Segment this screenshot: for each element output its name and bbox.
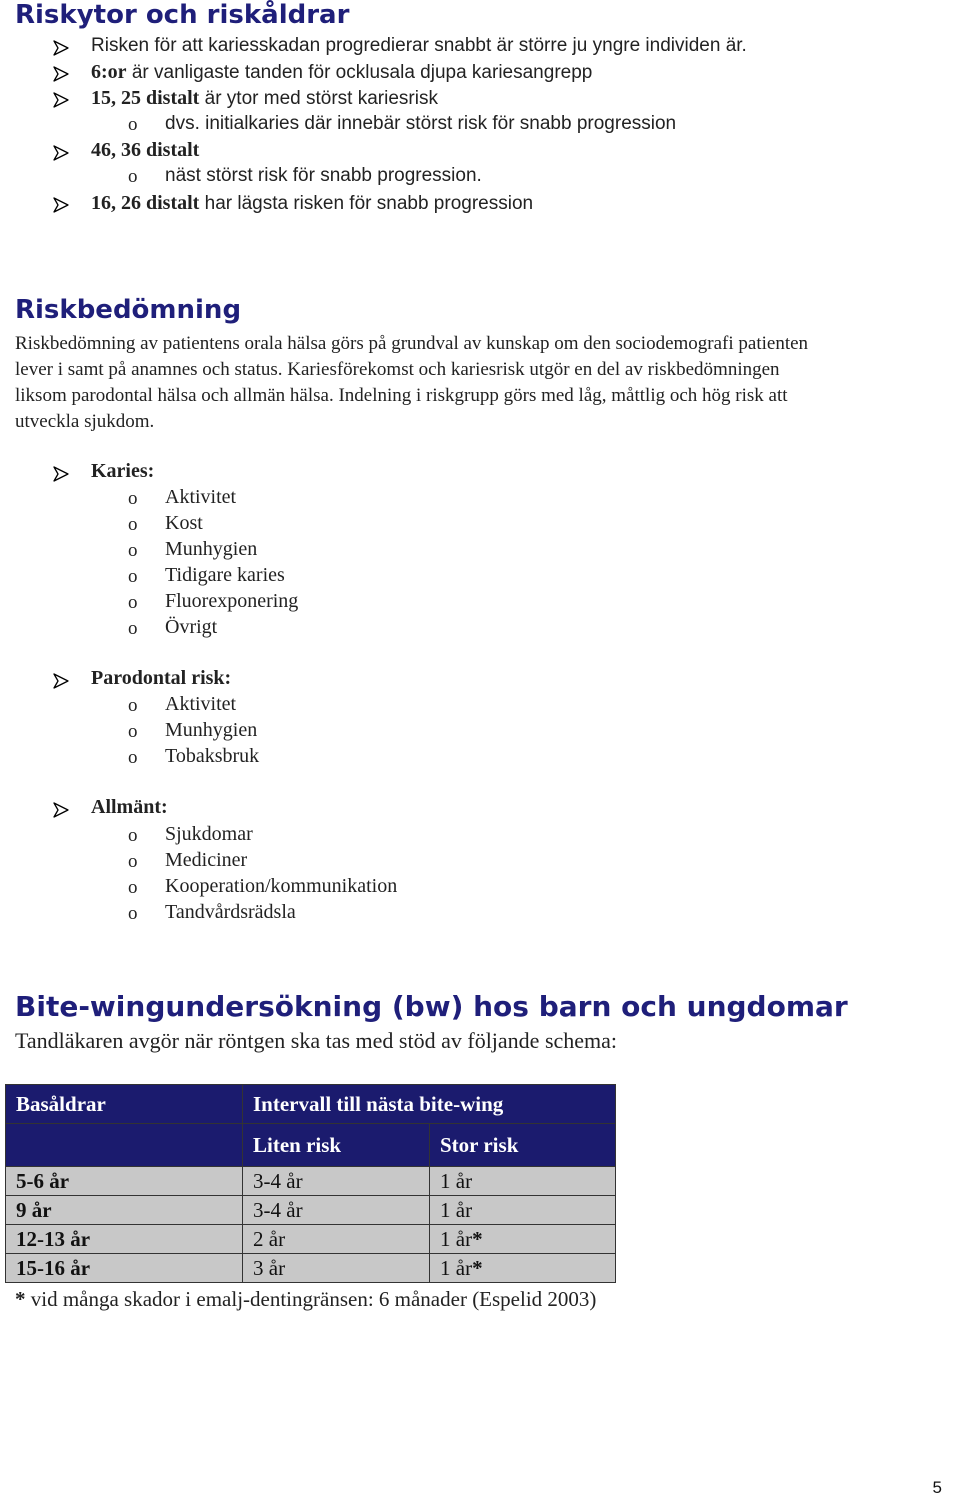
list-item: Övrigt	[165, 616, 218, 638]
cell-low-risk: 2 år	[243, 1225, 430, 1254]
arrow-bullet-icon	[53, 40, 69, 56]
sub-bullet-icon: o	[128, 851, 138, 872]
section-intro: Tandläkaren avgör när röntgen ska tas med stöd av följande schema:	[15, 1028, 618, 1053]
sub-bullet-icon: o	[128, 721, 138, 742]
header-liten-risk: Liten risk	[243, 1124, 430, 1167]
arrow-bullet-icon	[53, 66, 69, 82]
table-subheader-row	[6, 1124, 616, 1167]
cell-age: 9 år	[6, 1196, 243, 1225]
header-intervall: Intervall till nästa bite-wing	[243, 1085, 616, 1124]
arrow-bullet-icon	[53, 197, 69, 213]
list-item: Tandvårdsrädsla	[165, 901, 296, 923]
list-item: Sjukdomar	[165, 823, 253, 845]
cell-low-risk: 3-4 år	[243, 1196, 430, 1225]
arrow-bullet-icon	[53, 802, 69, 818]
list-item: Tobaksbruk	[165, 745, 260, 767]
header-stor-risk: Stor risk	[430, 1124, 616, 1167]
paragraph-line: Riskbedömning av patientens orala hälsa görs på grundval av kunskap om den sociodemografi patienten	[15, 333, 809, 354]
bullet-text: 15, 25 distalt är ytor med störst kariesrisk	[91, 87, 438, 109]
bullet-text: 46, 36 distalt	[91, 139, 200, 161]
arrow-bullet-icon	[53, 92, 69, 108]
sub-bullet-text: dvs. initialkaries där innebär störst risk för snabb progression	[165, 113, 677, 134]
cell-high-risk: 1 år	[430, 1167, 616, 1196]
sub-bullet-icon: o	[128, 592, 138, 613]
list-item: Tidigare karies	[165, 564, 285, 586]
sub-bullet-icon: o	[128, 514, 138, 535]
sub-bullet-icon: o	[128, 618, 138, 639]
sub-bullet-icon: o	[128, 488, 138, 509]
sub-bullet-icon: o	[128, 747, 138, 768]
list-item: Aktivitet	[165, 486, 237, 508]
cell-high-risk: 1 år*	[430, 1225, 616, 1254]
table-header-row	[6, 1085, 616, 1124]
cell-high-risk: 1 år	[430, 1196, 616, 1225]
sub-bullet-icon: o	[128, 166, 138, 187]
list-item: Kost	[165, 512, 203, 534]
bullet-text: Risken för att kariesskadan progredierar snabbt är större ju yngre individen är.	[91, 35, 747, 56]
cell-age: 15-16 år	[6, 1254, 243, 1283]
cell-low-risk: 3-4 år	[243, 1167, 430, 1196]
arrow-bullet-icon	[53, 145, 69, 161]
cell-age: 12-13 år	[6, 1225, 243, 1254]
sub-bullet-icon: o	[128, 566, 138, 587]
table-footnote: * vid många skador i emalj-dentingränsen: 6 månader (Espelid 2003)	[15, 1287, 597, 1311]
category-label-parodontal: Parodontal risk:	[91, 667, 232, 689]
arrow-bullet-icon	[53, 673, 69, 689]
category-label-allmant: Allmänt:	[91, 796, 168, 818]
table-row	[6, 1167, 616, 1196]
header-basaldrar: Basåldrar	[6, 1085, 243, 1124]
bitewing-schedule-table	[5, 1084, 616, 1283]
sub-bullet-icon: o	[128, 695, 138, 716]
table-row	[6, 1254, 616, 1283]
paragraph-line: utveckla sjukdom.	[15, 411, 155, 432]
sub-bullet-icon: o	[128, 114, 138, 135]
table-row	[6, 1225, 616, 1254]
table-row	[6, 1196, 616, 1225]
bullet-text: 16, 26 distalt har lägsta risken för snabb progression	[91, 192, 534, 214]
list-item: Kooperation/kommunikation	[165, 875, 398, 897]
header-empty	[6, 1124, 243, 1167]
list-item: Munhygien	[165, 538, 258, 560]
paragraph-line: liksom parodontal hälsa och allmän hälsa. Indelning i riskgrupp görs med låg, måttlig och hög risk att	[15, 385, 788, 406]
paragraph-line: lever i samt på anamnes och status. Kariesförekomst och kariesrisk utgör en del av riskbedömningen	[15, 359, 780, 380]
sub-bullet-icon: o	[128, 825, 138, 846]
section-title-riskytor: Riskytor och riskåldrar	[15, 0, 350, 30]
cell-low-risk: 3 år	[243, 1254, 430, 1283]
sub-bullet-icon: o	[128, 540, 138, 561]
cell-high-risk: 1 år*	[430, 1254, 616, 1283]
bullet-text: 6:or är vanligaste tanden för ocklusala djupa kariesangrepp	[91, 61, 593, 83]
sub-bullet-icon: o	[128, 903, 138, 924]
category-label-karies: Karies:	[91, 460, 155, 482]
list-item: Aktivitet	[165, 693, 237, 715]
list-item: Mediciner	[165, 849, 248, 871]
sub-bullet-text: näst störst risk för snabb progression.	[165, 165, 482, 186]
section-title-bitewing: Bite-wingundersökning (bw) hos barn och ungdomar	[15, 990, 848, 1023]
arrow-bullet-icon	[53, 466, 69, 482]
cell-age: 5-6 år	[6, 1167, 243, 1196]
sub-bullet-icon: o	[128, 877, 138, 898]
section-title-riskbedomning: Riskbedömning	[15, 295, 242, 325]
list-item: Fluorexponering	[165, 590, 299, 612]
list-item: Munhygien	[165, 719, 258, 741]
page-number: 5	[932, 1478, 942, 1497]
